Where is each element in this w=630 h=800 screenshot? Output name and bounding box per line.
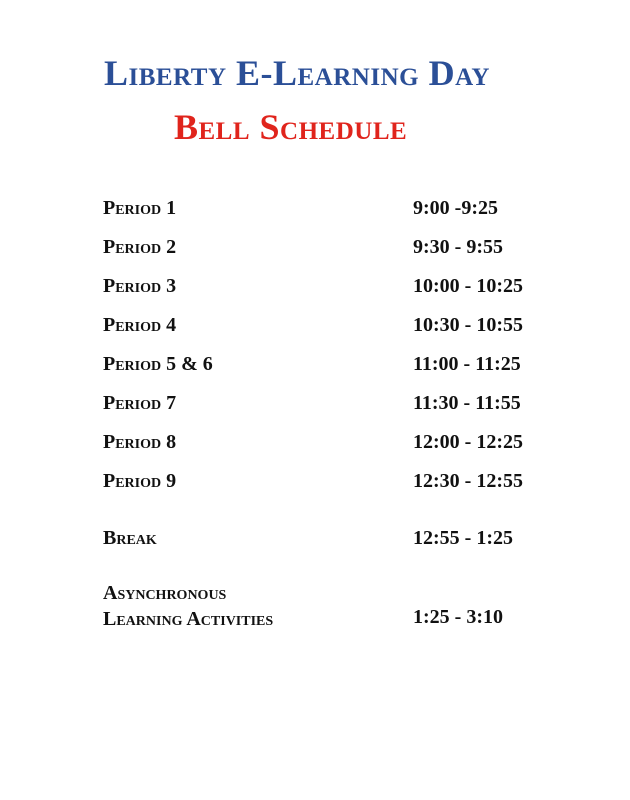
schedule-row-period-1: [103, 197, 563, 225]
async-time: 1:25 - 3:10: [413, 606, 503, 628]
period-time: 11:30 - 11:55: [413, 392, 521, 414]
schedule-row-period-4: [103, 314, 563, 342]
period-label: Period 4: [103, 314, 177, 336]
period-time: 10:30 - 10:55: [413, 314, 523, 336]
schedule-row-period-5-6: [103, 353, 563, 381]
period-time: 10:00 - 10:25: [413, 275, 523, 297]
async-label-line-2: Learning Activities: [103, 608, 274, 630]
period-time: 9:00 -9:25: [413, 197, 498, 219]
period-label: Period 2: [103, 236, 177, 258]
schedule-row-period-7: [103, 392, 563, 420]
period-label: Period 7: [103, 392, 177, 414]
period-time: 12:00 - 12:25: [413, 431, 523, 453]
period-time: 11:00 - 11:25: [413, 353, 521, 375]
period-label: Period 1: [103, 197, 177, 219]
schedule-row-break: [103, 527, 563, 555]
period-time: 12:30 - 12:55: [413, 470, 523, 492]
schedule-row-period-8: [103, 431, 563, 459]
period-label: Break: [103, 527, 157, 549]
period-label: Period 9: [103, 470, 177, 492]
async-label-line-1: Asynchronous: [103, 582, 227, 604]
schedule-row-period-9: [103, 470, 563, 498]
period-time: 12:55 - 1:25: [413, 527, 513, 549]
page-subtitle: Bell Schedule: [174, 107, 408, 147]
schedule-row-async: [103, 580, 563, 636]
period-label: Period 8: [103, 431, 177, 453]
async-label: [103, 580, 273, 632]
page-title: Liberty E-Learning Day: [104, 53, 490, 93]
schedule-row-period-2: [103, 236, 563, 264]
period-label: Period 5 & 6: [103, 353, 213, 375]
schedule-row-period-3: [103, 275, 563, 303]
period-time: 9:30 - 9:55: [413, 236, 503, 258]
period-label: Period 3: [103, 275, 177, 297]
